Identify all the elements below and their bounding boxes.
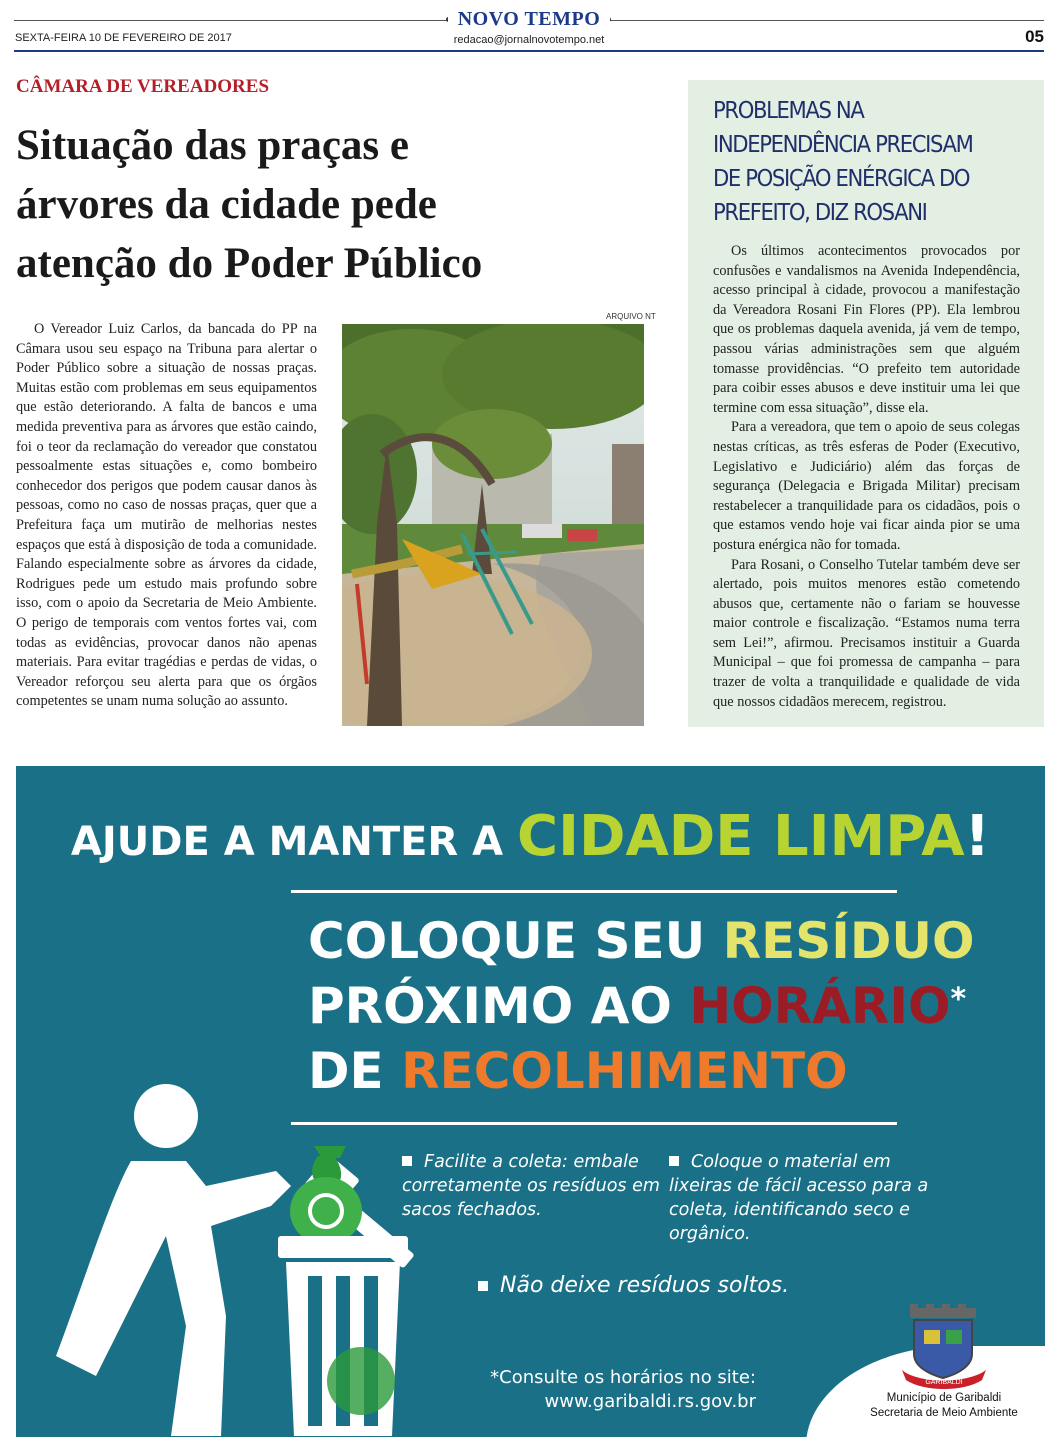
sidebar-paragraph: Para a vereadora, que tem o apoio de seus colegas nestas críticas, as três esferas de Poder (Executivo, Legislativo e Judiciário) além das forças de segurança (Delegacia e Brigada Militar) precisam restabelecer a tranquilidade para os cidadãos, pois o que estamos vendo hoje vai ficar ainda pior se uma postura enérgica não for tomada. bbox=[713, 419, 1020, 553]
ad-heading bbox=[16, 804, 1045, 869]
garibaldi-crest-icon bbox=[898, 1304, 990, 1390]
masthead bbox=[0, 8, 1058, 31]
ad-tip-bag-text: Facilite a coleta: embale corretamente os resíduos em sacos fechados. bbox=[402, 1152, 660, 1220]
bullet-square-icon bbox=[478, 1281, 488, 1291]
newsroom-email[interactable]: redacao@jornalnovotempo.net bbox=[453, 34, 605, 46]
bullet-square-icon bbox=[669, 1156, 679, 1166]
issue-date: SEXTA-FEIRA 10 DE FEVEREIRO DE 2017 bbox=[15, 32, 232, 44]
ad-line-1-white: COLOQUE SEU bbox=[308, 912, 723, 970]
litter-bin-pictogram-icon bbox=[56, 1076, 416, 1436]
sidebar-title bbox=[713, 94, 1007, 230]
ad-tip-loose-text: Não deixe resíduos soltos. bbox=[500, 1273, 790, 1298]
headline-line: árvores da cidade pede bbox=[16, 181, 437, 228]
ad-line-3-white: DE bbox=[308, 1042, 402, 1100]
sidebar-title-line: DE POSIÇÃO ENÉRGICA DO bbox=[713, 166, 970, 192]
ad-line-2-red: HORÁRIO bbox=[689, 977, 951, 1035]
article-headline bbox=[16, 116, 636, 293]
crest-banner-text: GARIBALDI bbox=[925, 1379, 963, 1386]
ad-line-1-yellow: RESÍDUO bbox=[722, 912, 975, 970]
park-photo-illustration bbox=[342, 324, 644, 726]
ad-heading-highlight: CIDADE LIMPA bbox=[517, 804, 965, 869]
municipality-text bbox=[844, 1391, 1044, 1421]
sidebar-box bbox=[688, 80, 1044, 727]
masthead-text: NOVO TEMPO bbox=[448, 8, 611, 30]
ad-consult-line: *Consulte os horários no site: bbox=[490, 1367, 756, 1388]
bullet-square-icon bbox=[402, 1156, 412, 1166]
ad-website-link[interactable]: www.garibaldi.rs.gov.br bbox=[544, 1391, 756, 1412]
ad-line-2 bbox=[308, 974, 966, 1038]
ad-rule-top bbox=[291, 890, 897, 893]
ad-heading-suffix: ! bbox=[964, 804, 991, 869]
article-body bbox=[16, 320, 317, 712]
article-paragraph: O Vereador Luiz Carlos, da bancada do PP na Câmara usou seu espaço na Tribuna para alertar o Poder Público sobre a situação de nossas praças. Muitas estão com problemas em seus equipamentos que estão deteriorando. A falta de bancos e uma medida preventiva para as árvores que estão caindo, foi o teor da reclamação do vereador que constatou pessoalmente estas situações e, como bombeiro conhecedor dos perigos que podem causar danos às pessoas, como no caso de nossas praças, quer que a Prefeitura faça um mutirão de melhorias nestes espaços que está à disposição de toda a comunidade. Falando especialmente sobre as árvores da cidade, Rodrigues pede um estudo mais profundo sobre isso, com o apoio da Secretaria de Meio Ambiente. O perigo de temporais com ventos fortes vai, com todas as evidências, provocar danos não apenas materiais. Para evitar tragédias e perdas de vidas, o Vereador reforçou seu alerta para que os órgãos competentes se unam numa solução ao assunto. bbox=[16, 321, 317, 710]
sidebar-title-line: PREFEITO, DIZ ROSANI bbox=[713, 200, 927, 226]
ad-tip-loose bbox=[478, 1274, 898, 1298]
ad-heading-prefix: AJUDE A MANTER A bbox=[70, 819, 518, 865]
ad-tip-bins bbox=[669, 1150, 939, 1246]
secretariat-name: Secretaria de Meio Ambiente bbox=[870, 1407, 1018, 1419]
headline-line: Situação das praças e bbox=[16, 122, 409, 169]
ad-consult-note bbox=[416, 1366, 756, 1414]
park-photo bbox=[342, 324, 644, 726]
ad-tip-bag bbox=[402, 1150, 662, 1222]
clean-city-ad bbox=[16, 766, 1045, 1437]
page-number: 05 bbox=[1025, 27, 1044, 46]
photo-credit: ARQUIVO NT bbox=[606, 312, 656, 321]
headline-line: atenção do Poder Público bbox=[16, 240, 483, 287]
article-section-label: CÂMARA DE VEREADORES bbox=[16, 76, 270, 97]
sidebar-paragraph: Para Rosani, o Conselho Tutelar também deve ser alertado, pois muitos menores estão cometendo abusos que, certamente não o fariam se houvesse maior controle e fiscalização. “Estamos numa terra sem Lei!”, afirmou. Precisamos instituir a Guarda Municipal – que foi promessa de campanha – para trazer de volta a tranquilidade e qualidade de vida que nossos cidadãos merecem, registrou. bbox=[713, 556, 1020, 710]
ad-tip-bins-text: Coloque o material em lixeiras de fácil acesso para a coleta, identificando seco e orgânico. bbox=[669, 1152, 929, 1244]
sidebar-paragraph: Os últimos acontecimentos provocados por confusões e vandalismos na Avenida Independência, acesso principal à cidade, provocou a manifestação da Vereadora Rosani Fin Flores (PP). Ela lembrou que os problemas daquela avenida, já vem de tempo, passou várias administrações sem que alguém tomasse providências. “O prefeito tem autoridade para coibir esses abusos e deve instituir uma lei que termine com essa situação”, disse ela. bbox=[713, 243, 1020, 416]
sidebar-title-line: INDEPENDÊNCIA PRECISAM bbox=[713, 132, 973, 158]
ad-line-1 bbox=[308, 909, 975, 973]
sidebar-title-line: PROBLEMAS NA bbox=[713, 98, 864, 124]
municipality-name: Município de Garibaldi bbox=[886, 1392, 1002, 1404]
sidebar-body bbox=[713, 242, 1020, 712]
header-rule-bottom bbox=[14, 50, 1044, 52]
ad-line-3-orange: RECOLHIMENTO bbox=[401, 1042, 848, 1100]
ad-line-2-white: PRÓXIMO AO bbox=[308, 977, 690, 1035]
ad-line-2-asterisk: * bbox=[950, 982, 967, 1017]
